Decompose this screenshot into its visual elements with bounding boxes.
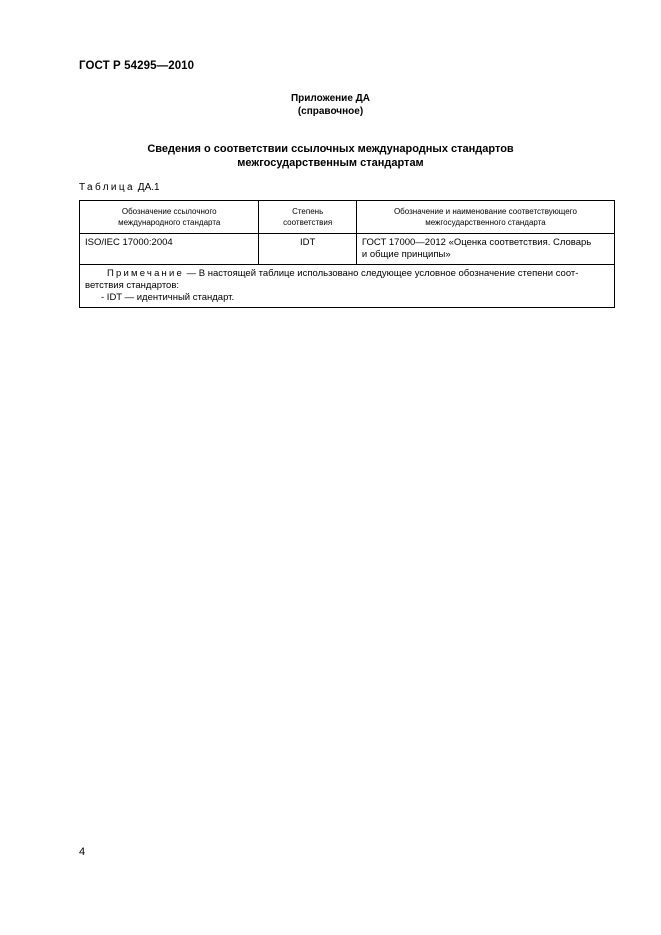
page-number: 4: [79, 846, 86, 858]
table-note: [80, 265, 615, 308]
column-header-text: межгосударственного стандарта: [425, 218, 546, 227]
appendix-heading: [0, 92, 661, 118]
cell-text: ГОСТ 17000—2012 «Оценка соответствия. Словарь: [361, 237, 592, 248]
note-item: - IDT — идентичный стандарт.: [101, 292, 235, 303]
cell-degree: IDT: [259, 234, 357, 265]
section-title-line2: межгосударственным стандартам: [237, 157, 424, 169]
cell-intl-standard: ISO/IEC 17000:2004: [80, 234, 259, 265]
table-label-word: Таблица: [79, 182, 136, 193]
cell-national-standard: [356, 234, 614, 265]
column-header-text: международного стандарта: [118, 218, 221, 227]
cell-text: и общие принципы»: [361, 249, 451, 260]
table-header-row: [80, 201, 615, 234]
appendix-title: Приложение ДА: [290, 93, 371, 104]
document-code: ГОСТ Р 54295—2010: [79, 60, 195, 72]
section-title-line1: Сведения о соответствии ссылочных международных стандартов: [147, 143, 514, 155]
column-header-text: Степень: [292, 207, 324, 216]
column-header-text: Обозначение ссылочного: [121, 207, 217, 216]
column-header-text: соответствия: [283, 218, 333, 227]
column-header-intl-standard: [80, 201, 259, 234]
table-note-row: [80, 265, 615, 308]
note-text-line2: ветствия стандартов:: [85, 280, 180, 291]
table-label: [79, 182, 160, 193]
note-dash: —: [186, 268, 197, 279]
table-label-id: ДА.1: [137, 182, 160, 193]
note-text-line1: В настоящей таблице использовано следующее условное обозначение степени соот-: [198, 268, 579, 279]
column-header-degree: [259, 201, 357, 234]
column-header-text: Обозначение и наименование соответствующего: [393, 207, 577, 216]
section-title: [0, 142, 661, 170]
standards-table: [79, 200, 615, 308]
appendix-subtitle: (справочное): [297, 106, 364, 117]
note-heading: Примечание: [107, 268, 184, 279]
table-row: [80, 234, 615, 265]
column-header-national-standard: [356, 201, 614, 234]
